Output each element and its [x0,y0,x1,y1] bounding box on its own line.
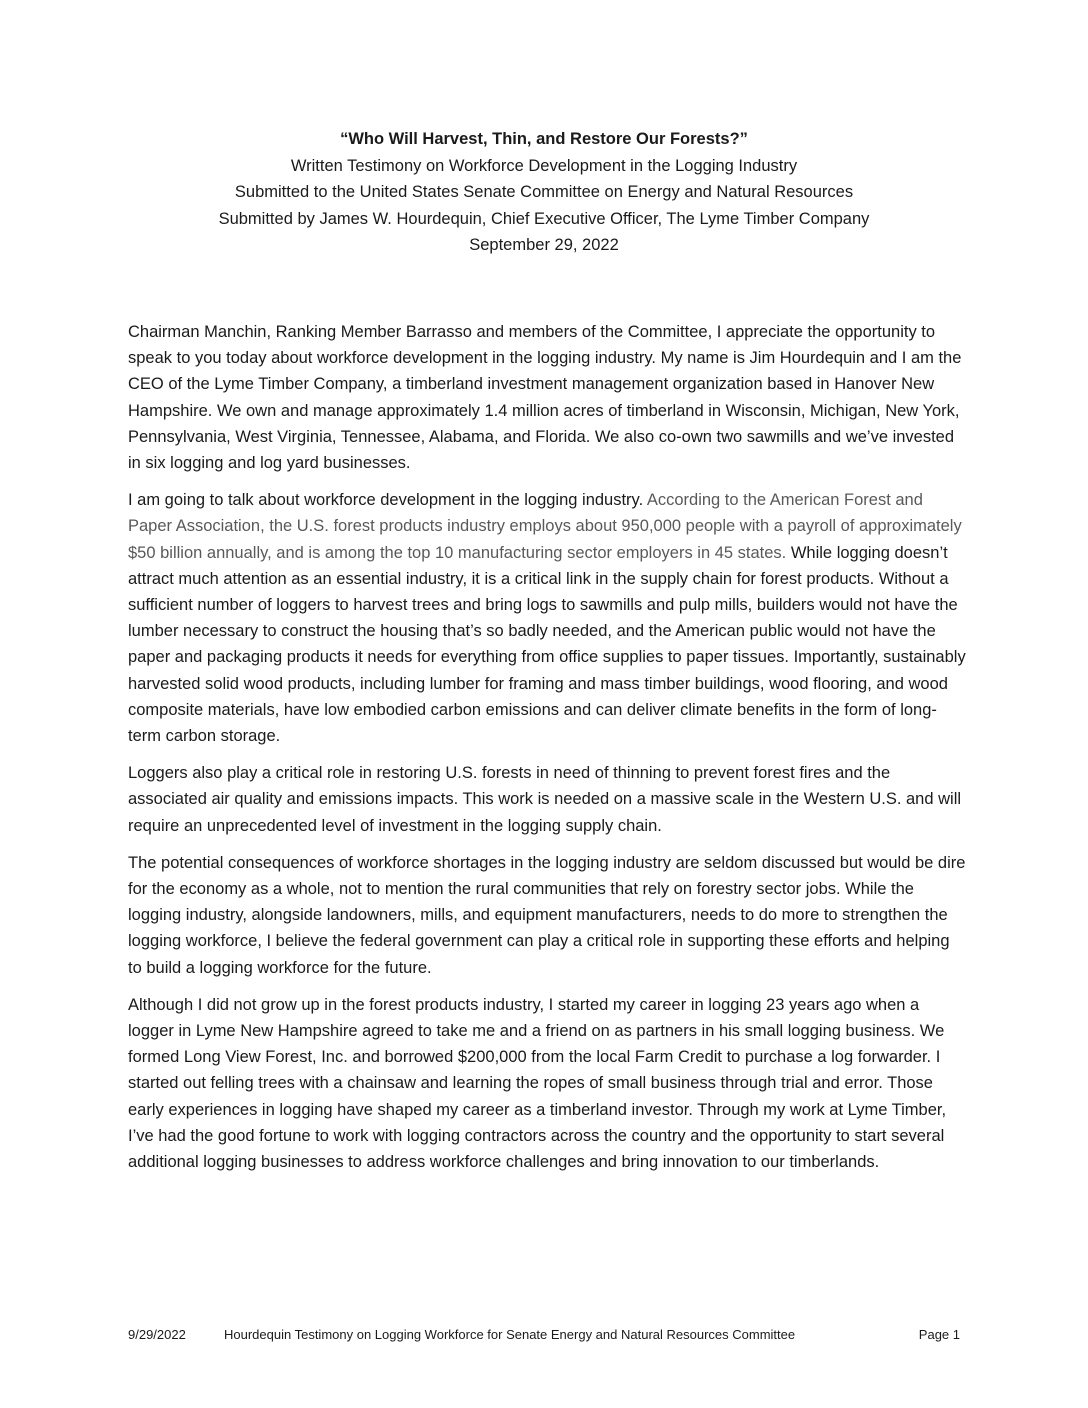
paragraph-2-quoted-statistic: According to the American Forest and Paper Association, the U.S. forest products industry employs about 950,000 people with a payroll of approximately $50 billion annually, and is among the top 10 manufacturing sector employers in 45 states. [128,491,962,562]
paragraph-2-intro: I am going to talk about workforce development in the logging industry. [128,491,647,510]
paragraph-5: Although I did not grow up in the forest products industry, I started my career in logging 23 years ago when a logger in Lyme New Hampshire agreed to take me and a friend on as partners in his small logging business. We formed Long View Forest, Inc. and borrowed $200,000 from the local Farm Credit to purchase a log forwarder. I started out felling trees with a chainsaw and learning the ropes of small business through trial and error. Those early experiences in logging have shaped my career as a timberland investor. Through my work at Lyme Timber, I’ve had the good fortune to work with logging contractors across the country and the opportunity to start several additional logging businesses to address workforce challenges and bring innovation to our timberlands. [128,995,947,1172]
paragraph-4: The potential consequences of workforce shortages in the logging industry are seldom discussed but would be dire for the economy as a whole, not to mention the rural communities that rely on forestry sector jobs. While the logging industry, alongside landowners, mills, and equipment manufacturers, needs to do more to strengthen the logging workforce, I believe the federal government can play a critical role in supporting these efforts and helping to build a logging workforce for the future. [128,853,966,977]
document-subtitle: Written Testimony on Workforce Development in the Logging Industry [290,156,798,175]
footer-page-number: Page 1 [918,1327,960,1342]
footer-date: 9/29/2022 [128,1327,186,1342]
paragraph-2-continuation: While logging doesn’t attract much attention as an essential industry, it is a critical link in the supply chain for forest products. Without a sufficient number of loggers to harvest trees and bring logs to sawmills and pulp mills, builders would not have the lumber necessary to construct the housing that’s so badly needed, and the American public would not have the paper and packaging products it needs for everything from office supplies to paper tissues. Importantly, sustainably harvested solid wood products, including lumber for framing and mass timber buildings, wood flooring, and wood composite materials, have low embodied carbon emissions and can deliver climate benefits in the form of long-term carbon storage. [128,543,966,746]
document-title: “Who Will Harvest, Thin, and Restore Our Forests?” [340,130,748,148]
document-header [128,126,960,259]
paragraph-1: Chairman Manchin, Ranking Member Barrasso and members of the Committee, I appreciate the opportunity to speak to you today about workforce development in the logging industry. My name is Jim Hourdequin and I am the CEO of the Lyme Timber Company, a timberland investment management organization based in Hanover New Hampshire. We own and manage approximately 1.4 million acres of timberland in Wisconsin, Michigan, New York, Pennsylvania, West Virginia, Tennessee, Alabama, and Florida. We also co-own two sawmills and we’ve invested in six logging and log yard businesses. [128,323,962,473]
footer-title: Hourdequin Testimony on Logging Workforce for Senate Energy and Natural Resources Committee [224,1327,796,1342]
paragraph-3: Loggers also play a critical role in restoring U.S. forests in need of thinning to prevent forest fires and the associated air quality and emissions impacts. This work is needed on a massive scale in the Western U.S. and will require an unprecedented level of investment in the logging supply chain. [128,764,962,835]
submitted-by-line: Submitted by James W. Hourdequin, Chief Executive Officer, The Lyme Timber Company [218,209,870,228]
submitted-to-line: Submitted to the United States Senate Committee on Energy and Natural Resources [234,183,854,201]
document-body [128,319,966,1186]
document-date: September 29, 2022 [469,236,619,254]
paragraph-2 [128,487,966,749]
